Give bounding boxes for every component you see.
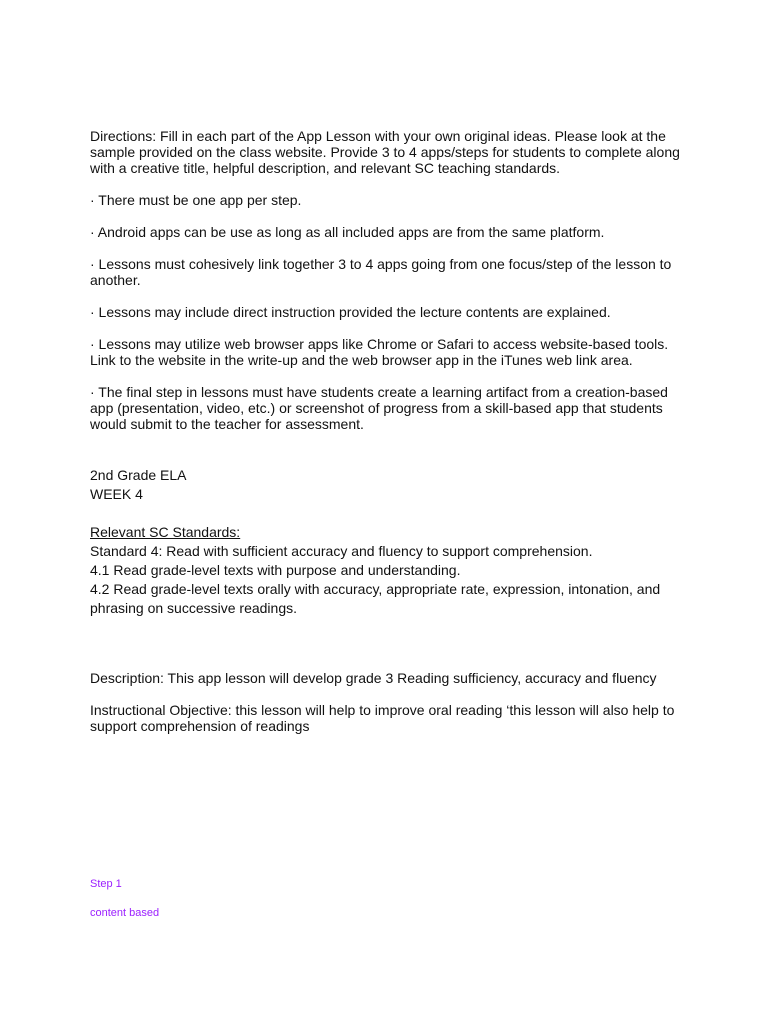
standard-4: Standard 4: Read with sufficient accuracy and fluency to support comprehension. (90, 543, 593, 559)
lesson-grade: 2nd Grade ELA (90, 467, 187, 483)
standards-section (90, 523, 690, 618)
directions-intro: Directions: Fill in each part of the App Lesson with your own original ideas. Please look at the sample provided on the class website. Provide 3 to 4 apps/steps for students to complete along with a creative title, helpful description, and relevant SC teaching standards. (90, 128, 680, 176)
lesson-heading (90, 466, 690, 504)
instructional-objective: Instructional Objective: this lesson will help to improve oral reading ‘this lesson will also help to support comprehension of readings (90, 702, 675, 734)
rule-direct-instruction: · Lessons may include direct instruction provided the lecture contents are explained. (90, 304, 611, 320)
step-title: Step 1 (90, 878, 122, 890)
rule-final-step-artifact: · The final step in lessons must have students create a learning artifact from a creation-based app (presentation, video, etc.) or screenshot of progress from a skill-based app that students would submit to the teacher for assessment. (90, 384, 668, 432)
standards-heading: Relevant SC Standards: (90, 524, 241, 540)
rule-cohesive-link: · Lessons must cohesively link together 3 to 4 apps going from one focus/step of the lesson to another. (90, 256, 672, 288)
step-type: content based (90, 907, 160, 919)
standard-4-2: 4.2 Read grade-level texts orally with accuracy, appropriate rate, expression, intonation, and phrasing on successive readings. (90, 581, 661, 616)
rule-web-browser-apps: · Lessons may utilize web browser apps like Chrome or Safari to access website-based tools. Link to the website in the write-up and the web browser app in the iTunes web link area. (90, 336, 669, 368)
lesson-description: Description: This app lesson will develop grade 3 Reading sufficiency, accuracy and fluency (90, 670, 657, 686)
lesson-week: WEEK 4 (90, 486, 143, 502)
rule-android-apps: · Android apps can be use as long as all included apps are from the same platform. (90, 224, 605, 240)
standard-4-1: 4.1 Read grade-level texts with purpose and understanding. (90, 562, 461, 578)
rule-one-app-per-step: · There must be one app per step. (90, 192, 302, 208)
